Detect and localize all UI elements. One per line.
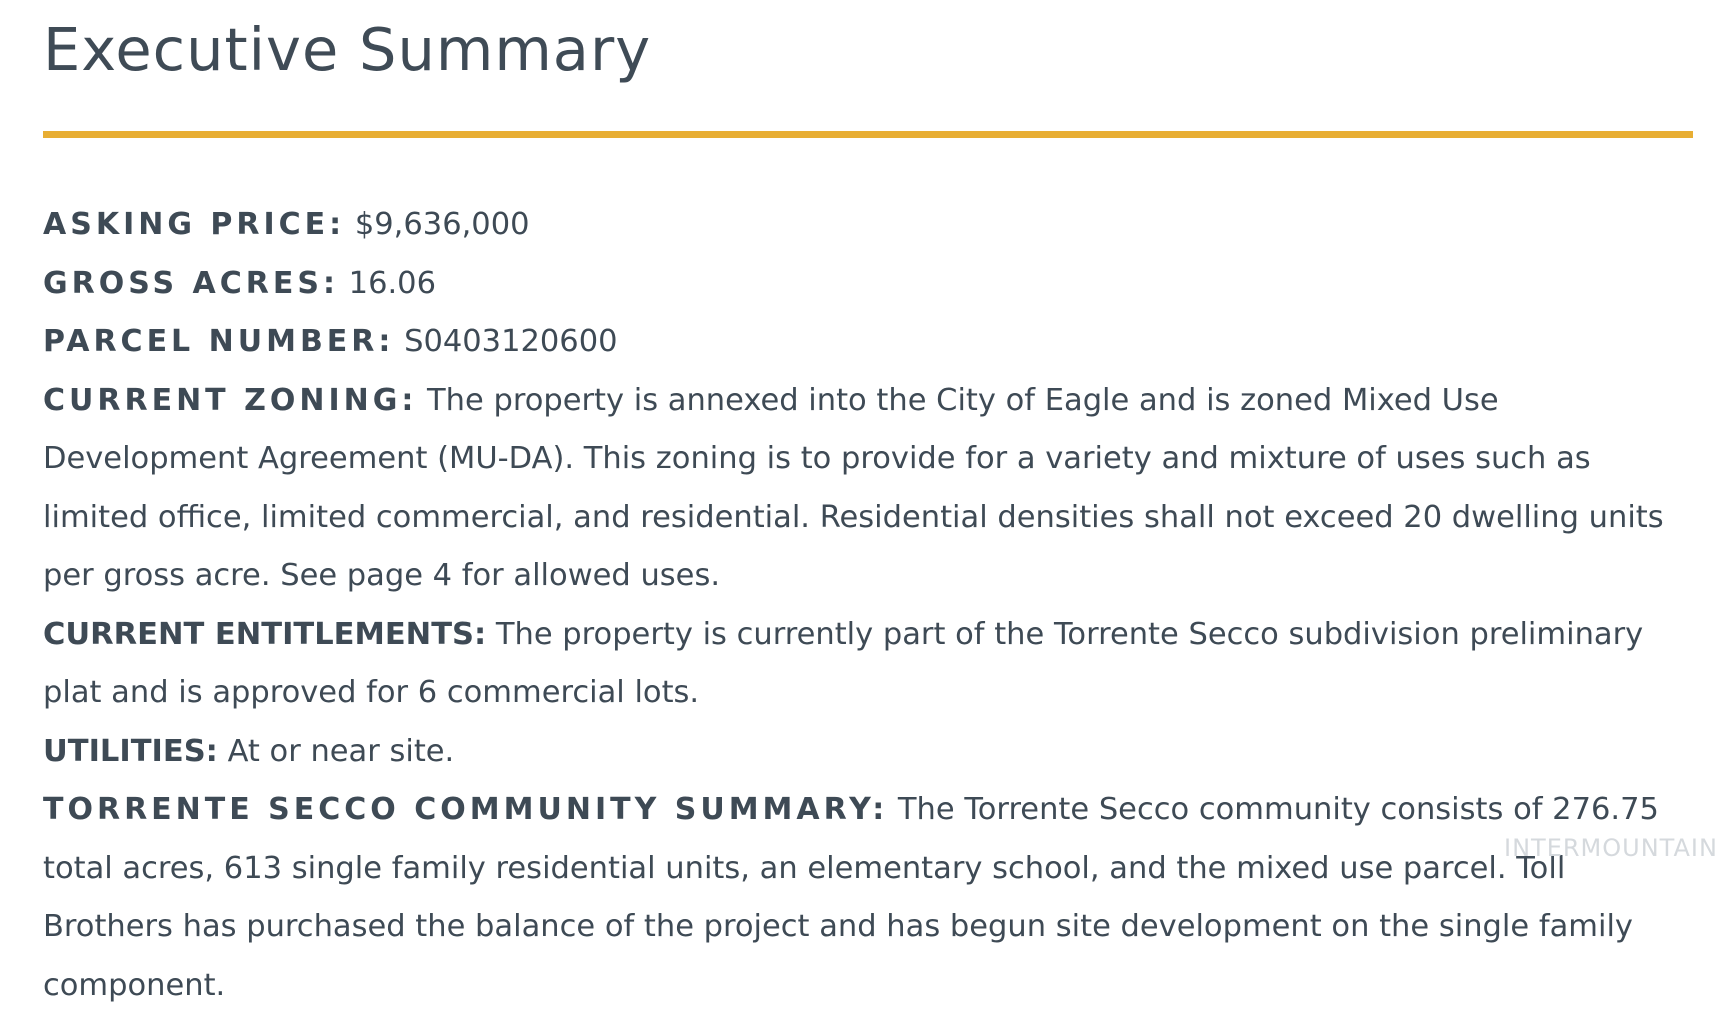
gross-acres-value: 16.06 bbox=[348, 265, 436, 301]
community-summary-row bbox=[43, 781, 1695, 1015]
current-entitlements-value: The property is currently part of the Torrente Secco subdivision preliminary plat and is approved for 6 commercial lots. bbox=[43, 616, 1644, 710]
gross-acres-label: GROSS ACRES: bbox=[43, 265, 339, 301]
parcel-number-row bbox=[43, 313, 1695, 372]
current-zoning-row bbox=[43, 372, 1695, 606]
utilities-value: At or near site. bbox=[227, 733, 455, 769]
utilities-row bbox=[43, 723, 1695, 782]
asking-price-value: $9,636,000 bbox=[354, 207, 530, 242]
current-entitlements-label: CURRENT ENTITLEMENTS: bbox=[43, 616, 487, 652]
asking-price-label: ASKING PRICE: bbox=[43, 207, 346, 242]
community-summary-label: TORRENTE SECCO COMMUNITY SUMMARY: bbox=[43, 792, 889, 827]
page-title: Executive Summary bbox=[43, 15, 652, 84]
parcel-number-label: PARCEL NUMBER: bbox=[43, 324, 395, 359]
parcel-number-value: S0403120600 bbox=[404, 324, 618, 359]
executive-summary-page bbox=[43, 0, 1695, 1015]
community-summary-value: The Torrente Secco community consists of 276.75 total acres, 613 single family residential units, an elementary school, and the mixed use parcel. Toll Brothers has purchased the balance of the project and has begun site development on the single family component. bbox=[43, 792, 1659, 1003]
current-entitlements-row bbox=[43, 606, 1695, 723]
gross-acres-row bbox=[43, 255, 1695, 314]
current-zoning-value: The property is annexed into the City of Eagle and is zoned Mixed Use Development Agreement (MU-DA). This zoning is to provide for a variety and mixture of uses such as limited office, limited commercial, and residential. Residential densities shall not exceed 20 dwelling units per gross acre. See page 4 for allowed uses. bbox=[43, 382, 1664, 593]
summary-content bbox=[43, 196, 1695, 1015]
watermark: INTERMOUNTAIN bbox=[1504, 834, 1718, 862]
utilities-label: UTILITIES: bbox=[43, 733, 218, 769]
current-zoning-label: CURRENT ZONING: bbox=[43, 382, 418, 418]
title-divider bbox=[43, 131, 1693, 138]
asking-price-row bbox=[43, 196, 1695, 255]
